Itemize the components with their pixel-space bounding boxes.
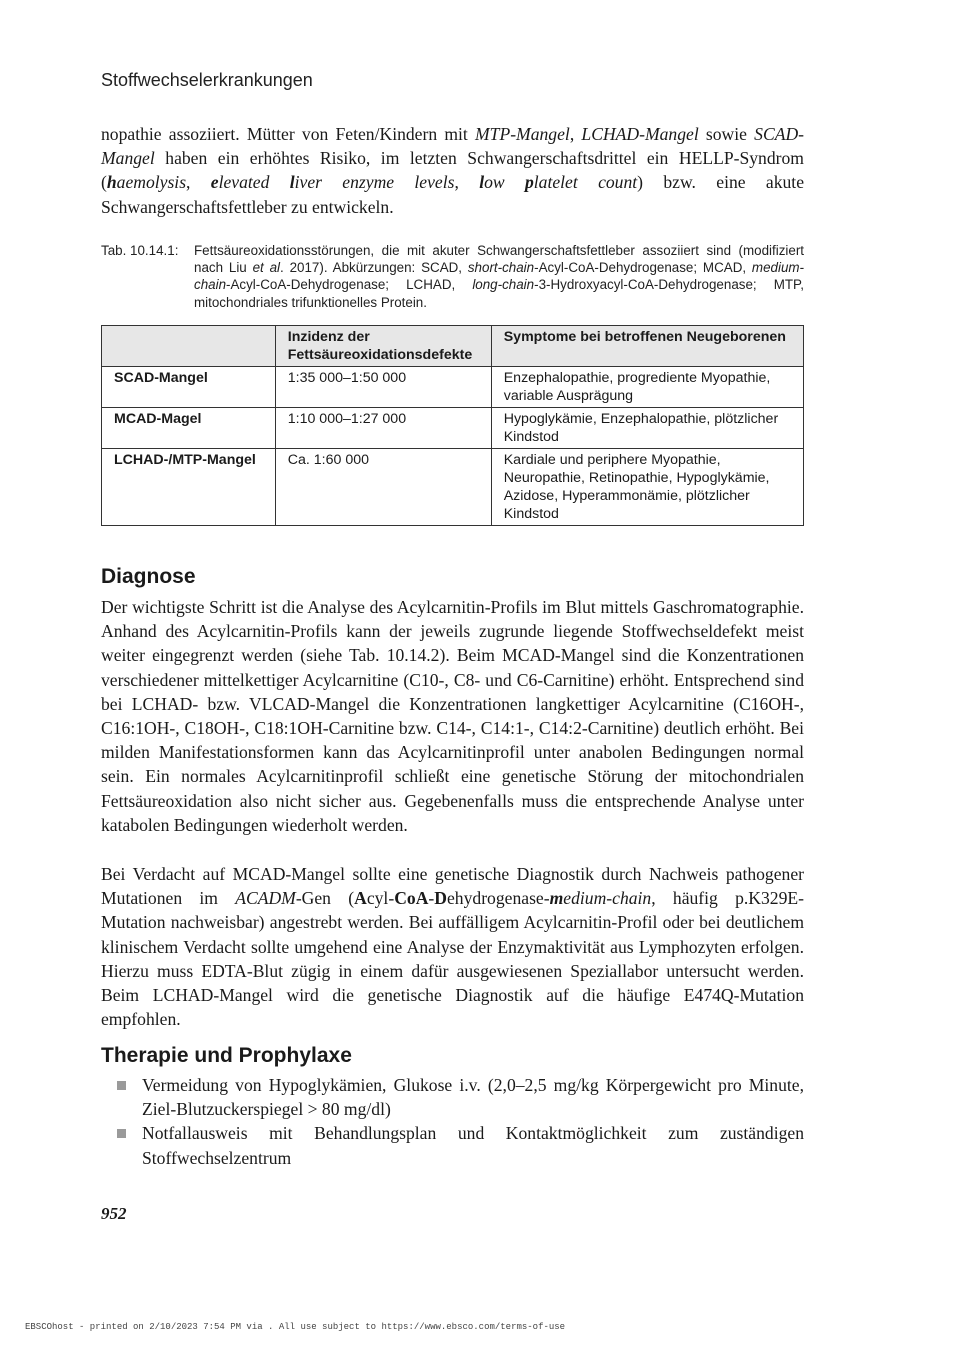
table-header-cell: Symptome bei betroffenen Neugeborenen <box>491 326 803 367</box>
bullet-square-icon <box>117 1129 126 1138</box>
table-cell: Enzephalopathie, progrediente Myopathie, variable Ausprägung <box>491 367 803 408</box>
table-row <box>102 408 804 449</box>
table-caption <box>101 242 804 311</box>
list-item: Vermeidung von Hypoglykämien, Glukose i.v. (2,0–2,5 mg/kg Körpergewicht pro Minute, Ziel-Blutzuckerspiegel > 80 mg/dl) <box>101 1073 804 1121</box>
section-heading-diagnose: Diagnose <box>101 565 196 588</box>
diagnose-paragraph-1: Der wichtigste Schritt ist die Analyse des Acylcarnitin-Profils im Blut mittels Gaschromatographie. Anhand des Acylcarnitin-Profils kann der jeweils zugrunde liegende Stoffwechseldefekt meist weiter eingegrenzt werden (siehe Tab. 10.14.2). Beim MCAD-Mangel sind die Konzentrationen verschiedener mittelkettiger Acylcarnitine (C10-, C8- und C6-Carnitine) erhöht. Entsprechend sind bei LCHAD- bzw. VLCAD-Mangel die Konzentrationen langkettiger Acylcarnitine (C16OH-, C16:1OH-, C18OH-, C18:1OH-Carnitine bzw. C14-, C14:1-, C14:2-Carnitine) deutlich erhöht. Bei milden Manifestationsformen kann das Acylcarnitinprofil unter anabolen Bedingungen normal sein. Ein normales Acylcarnitinprofil schließt eine genetische Störung der mitochondrialen Fettsäureoxidation also nicht sicher aus. Gegebenenfalls muss die entsprechende Analyse unter katabolen Bedingungen wiederholt werden. <box>101 597 804 835</box>
table-row <box>102 367 804 408</box>
table-cell: Ca. 1:60 000 <box>275 449 491 526</box>
table-caption-label: Tab. 10.14.1: <box>101 243 179 258</box>
table-cell: 1:35 000–1:50 000 <box>275 367 491 408</box>
print-footer: EBSCOhost - printed on 2/10/2023 7:54 PM via . All use subject to https://www.ebsco.com/terms-of-use <box>25 1322 566 1332</box>
bullet-square-icon <box>117 1081 126 1090</box>
table-cell: Hypoglykämie, Enzephalopathie, plötzlicher Kindstod <box>491 408 803 449</box>
table-header-cell <box>102 326 276 367</box>
running-head: Stoffwechselerkrankungen <box>101 70 313 90</box>
table-header-cell: Inzidenz der Fettsäureoxidationsdefekte <box>275 326 491 367</box>
table-header-row <box>102 326 804 367</box>
table-cell: Kardiale und periphere Myopathie, Neuropathie, Retinopathie, Hypoglykämie, Azidose, Hyperammonämie, plötzlicher Kindstod <box>491 449 803 526</box>
intro-paragraph: nopathie assoziiert. Mütter von Feten/Kindern mit MTP-Mangel, LCHAD-Mangel sowie SCAD-Mangel haben ein erhöhtes Risiko, im letzten Schwangerschaftsdrittel ein HELLP-Syndrom (haemolysis, elevated liver enzyme levels, low platelet count) bzw. eine akute Schwangerschaftsfettleber zu entwickeln. <box>101 124 805 217</box>
data-table <box>101 325 804 526</box>
table-caption-text: Fettsäureoxidationsstörungen, die mit akuter Schwangerschaftsfettleber assoziiert sind (modifiziert nach Liu et al. 2017). Abkürzungen: SCAD, short-chain-Acyl-CoA-Dehydrogenase; MCAD, medium-chain-Acyl-CoA-Dehydrogenase; LCHAD, long-chain-3-Hydroxyacyl-CoA-Dehydrogenase; MTP, mitochondriales trifunktionelles Protein. <box>194 243 805 310</box>
section-heading-therapie: Therapie und Prophylaxe <box>101 1044 352 1067</box>
page-number: 952 <box>101 1204 127 1223</box>
table-row <box>102 449 804 526</box>
diagnose-paragraph-2: Bei Verdacht auf MCAD-Mangel sollte eine genetische Diagnostik durch Nachweis pathogener Mutationen im ACADM-Gen (Acyl-CoA-Dehydrogenase-medium-chain, häufig p.K329E-Mutation nachweisbar) angestrebt werden. Bei auffälligem Acylcarnitin-Profil oder bei deutlichem klinischem Verdacht sollte umgehend eine Analyse der Enzymaktivität aus Lymphozyten erfolgen. Hierzu muss EDTA-Blut zügig in einem dafür ausgewiesenen Speziallabor untersucht werden. Beim LCHAD-Mangel wird die genetische Diagnostik auf die häufige E474Q-Mutation empfohlen. <box>101 864 804 1030</box>
table-row-header: MCAD-Magel <box>102 408 276 449</box>
table-cell: 1:10 000–1:27 000 <box>275 408 491 449</box>
list-item: Notfallausweis mit Behandlungsplan und Kontaktmöglichkeit zum zuständigen Stoffwechselzentrum <box>101 1121 804 1169</box>
table-row-header: LCHAD-/MTP-Mangel <box>102 449 276 526</box>
table-row-header: SCAD-Mangel <box>102 367 276 408</box>
therapie-list <box>101 1073 804 1170</box>
